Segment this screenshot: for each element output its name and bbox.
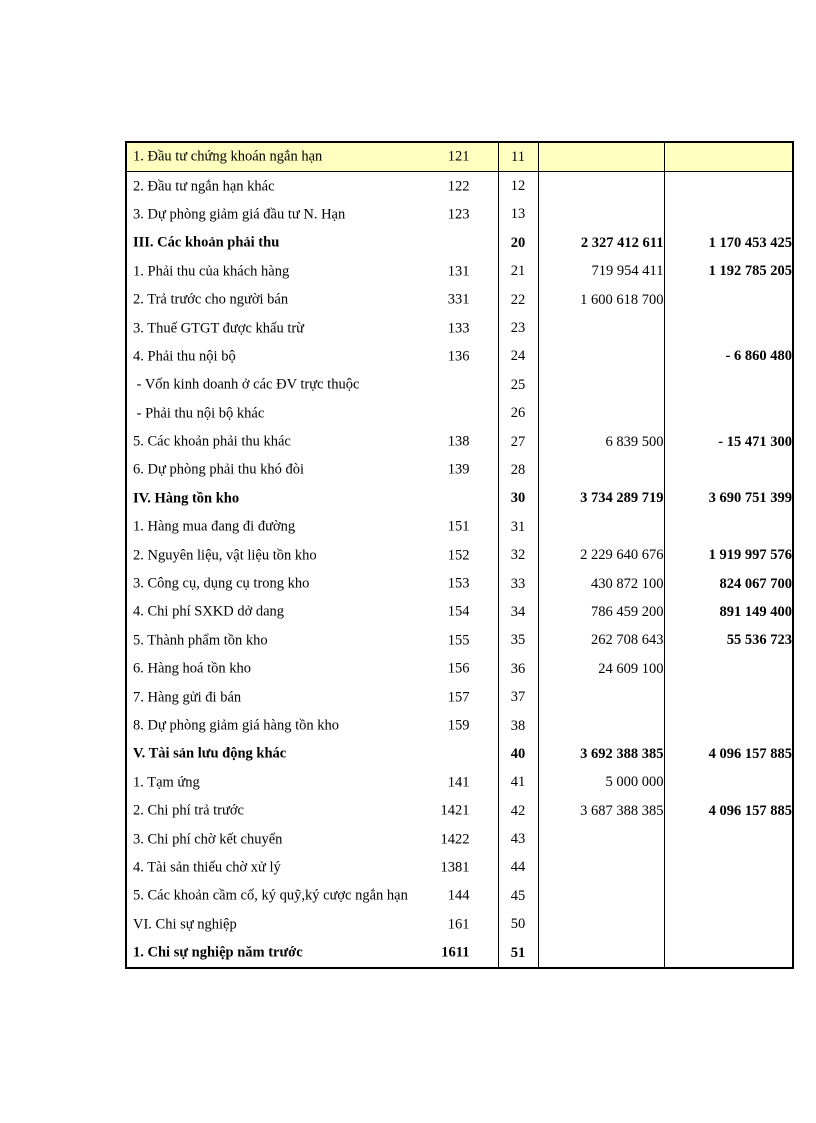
table-row — [126, 142, 793, 172]
row-label-cell — [126, 541, 498, 569]
row-label-cell — [126, 142, 498, 172]
table-row — [126, 286, 793, 314]
row-label-cell — [126, 769, 498, 797]
table-row — [126, 570, 793, 598]
table-row — [126, 627, 793, 655]
row-label-cell — [126, 201, 498, 229]
ending-value-cell — [664, 683, 793, 711]
account-number: 151 — [447, 518, 470, 535]
table-row — [126, 371, 793, 399]
code-cell: 30 — [498, 485, 538, 513]
account-number: 155 — [447, 632, 470, 649]
table-row — [126, 797, 793, 825]
row-label-cell — [126, 882, 498, 910]
code-cell: 22 — [498, 286, 538, 314]
item-name: 1. Đầu tư chứng khoán ngắn hạn — [133, 148, 323, 165]
balance-sheet-body — [126, 142, 793, 968]
beginning-value-cell — [538, 172, 664, 201]
row-label-cell — [126, 428, 498, 456]
ending-value-cell — [664, 314, 793, 342]
beginning-value-cell — [538, 400, 664, 428]
beginning-value-cell — [538, 712, 664, 740]
ending-value-cell: 1 170 453 425 — [708, 234, 792, 251]
item-name: - Vốn kinh doanh ở các ĐV trực thuộc — [133, 376, 360, 393]
table-row — [126, 911, 793, 939]
beginning-value-cell: 5 000 000 — [538, 769, 664, 797]
table-row — [126, 769, 793, 797]
item-name: 6. Hàng hoá tồn kho — [133, 660, 251, 677]
beginning-value-cell — [538, 882, 664, 910]
item-name: 6. Dự phòng phải thu khó đòi — [133, 461, 304, 478]
table-row — [126, 655, 793, 683]
account-number: 122 — [447, 178, 470, 195]
beginning-value-cell — [538, 939, 664, 968]
ending-value-cell — [664, 825, 793, 853]
account-number: 156 — [447, 660, 470, 677]
table-row — [126, 513, 793, 541]
beginning-value-cell — [538, 911, 664, 939]
table-row — [126, 201, 793, 229]
account-number: 154 — [447, 603, 470, 620]
ending-value-cell: - 15 471 300 — [718, 433, 792, 450]
code-cell: 21 — [498, 258, 538, 286]
ending-value-cell — [664, 939, 793, 968]
row-label-cell — [126, 258, 498, 286]
row-label-cell — [126, 513, 498, 541]
account-number: 138 — [447, 433, 470, 450]
ending-value-cell: 55 536 723 — [726, 632, 792, 649]
code-cell: 38 — [498, 712, 538, 740]
row-label-cell — [126, 371, 498, 399]
code-cell: 50 — [498, 911, 538, 939]
table-row — [126, 172, 793, 201]
code-cell: 37 — [498, 683, 538, 711]
beginning-value-cell — [538, 314, 664, 342]
row-label-cell — [126, 343, 498, 371]
ending-value-cell: 1 919 997 576 — [708, 547, 792, 564]
row-label-cell — [126, 598, 498, 626]
table-row — [126, 428, 793, 456]
beginning-value-cell — [538, 201, 664, 229]
beginning-value-cell: 24 609 100 — [538, 655, 664, 683]
ending-value-cell — [664, 911, 793, 939]
table-row — [126, 598, 793, 626]
item-name: 3. Thuế GTGT được khấu trừ — [133, 320, 305, 337]
row-label-cell — [126, 854, 498, 882]
code-cell: 12 — [498, 172, 538, 201]
row-label-cell — [126, 683, 498, 711]
table-row — [126, 400, 793, 428]
code-cell: 45 — [498, 882, 538, 910]
item-name: V. Tài sản lưu động khác — [133, 745, 287, 762]
beginning-value-cell: 719 954 411 — [538, 258, 664, 286]
beginning-value-cell — [538, 456, 664, 484]
ending-value-cell: 4 096 157 885 — [708, 745, 792, 762]
account-number: 133 — [447, 320, 470, 337]
item-name: 1. Phải thu của khách hàng — [133, 263, 290, 280]
account-number: 136 — [447, 348, 470, 365]
row-label-cell — [126, 939, 498, 968]
row-label-cell — [126, 911, 498, 939]
account-number: 1381 — [440, 859, 470, 876]
item-name: 2. Đầu tư ngắn hạn khác — [133, 178, 275, 195]
item-name: 3. Công cụ, dụng cụ trong kho — [133, 575, 310, 592]
beginning-value-cell — [538, 142, 664, 172]
account-number: 1422 — [440, 831, 470, 848]
item-name: 5. Các khoản cầm cố, ký quỹ,ký cược ngắn hạn — [133, 887, 408, 904]
row-label-cell — [126, 797, 498, 825]
code-cell: 51 — [498, 939, 538, 968]
account-number: 331 — [447, 291, 470, 308]
item-name: 1. Tạm ứng — [133, 774, 200, 791]
table-row — [126, 343, 793, 371]
item-name: 8. Dự phòng giảm giá hàng tồn kho — [133, 717, 340, 734]
table-row — [126, 485, 793, 513]
code-cell: 28 — [498, 456, 538, 484]
balance-sheet-table — [125, 141, 794, 969]
code-cell: 40 — [498, 740, 538, 768]
table-row — [126, 854, 793, 882]
table-row — [126, 456, 793, 484]
table-row — [126, 712, 793, 740]
code-cell: 43 — [498, 825, 538, 853]
table-row — [126, 541, 793, 569]
row-label-cell — [126, 712, 498, 740]
row-label-cell — [126, 314, 498, 342]
item-name: 1. Hàng mua đang đi đường — [133, 518, 296, 535]
account-number: 123 — [447, 206, 470, 223]
ending-value-cell — [664, 371, 793, 399]
item-name: 3. Chi phí chờ kết chuyển — [133, 831, 283, 848]
table-row — [126, 825, 793, 853]
code-cell: 27 — [498, 428, 538, 456]
item-name: 2. Trả trước cho người bán — [133, 291, 289, 308]
beginning-value-cell — [538, 854, 664, 882]
row-label-cell — [126, 627, 498, 655]
ending-value-cell: 4 096 157 885 — [708, 802, 792, 819]
item-name: 4. Phải thu nội bộ — [133, 348, 236, 365]
code-cell: 35 — [498, 627, 538, 655]
ending-value-cell — [664, 854, 793, 882]
ending-value-cell: 1 192 785 205 — [708, 263, 792, 280]
row-label-cell — [126, 570, 498, 598]
item-name: III. Các khoản phải thu — [133, 234, 280, 251]
item-name: 2. Chi phí trả trước — [133, 802, 244, 819]
account-number: 157 — [447, 689, 470, 706]
ending-value-cell — [664, 769, 793, 797]
ending-value-cell — [664, 712, 793, 740]
table-row — [126, 939, 793, 968]
ending-value-cell — [664, 655, 793, 683]
code-cell: 25 — [498, 371, 538, 399]
item-name: 7. Hàng gửi đi bán — [133, 689, 242, 706]
item-name: 5. Các khoản phải thu khác — [133, 433, 291, 450]
item-name: VI. Chi sự nghiệp — [133, 916, 237, 933]
account-number: 1611 — [441, 944, 470, 961]
ending-value-cell: 3 690 751 399 — [708, 490, 792, 507]
ending-value-cell — [664, 201, 793, 229]
ending-value-cell — [664, 172, 793, 201]
ending-value-cell — [664, 513, 793, 541]
table-row — [126, 314, 793, 342]
row-label-cell — [126, 456, 498, 484]
ending-value-cell: - 6 860 480 — [725, 348, 792, 365]
account-number: 152 — [447, 547, 470, 564]
table-row — [126, 882, 793, 910]
code-cell: 20 — [498, 229, 538, 257]
ending-value-cell — [664, 456, 793, 484]
code-cell: 13 — [498, 201, 538, 229]
row-label-cell — [126, 172, 498, 201]
item-name: 5. Thành phẩm tồn kho — [133, 632, 268, 649]
code-cell: 24 — [498, 343, 538, 371]
item-name: 1. Chi sự nghiệp năm trước — [133, 944, 303, 961]
code-cell: 44 — [498, 854, 538, 882]
row-label-cell — [126, 825, 498, 853]
item-name: 4. Chi phí SXKD dở dang — [133, 603, 285, 620]
ending-value-cell — [664, 286, 793, 314]
ending-value-cell: 891 149 400 — [719, 603, 792, 620]
account-number: 139 — [447, 461, 470, 478]
ending-value-cell: 824 067 700 — [719, 575, 792, 592]
table-row — [126, 229, 793, 257]
ending-value-cell — [664, 400, 793, 428]
ending-value-cell — [664, 882, 793, 910]
account-number: 141 — [447, 774, 470, 791]
row-label-cell — [126, 400, 498, 428]
row-label-cell — [126, 655, 498, 683]
code-cell: 31 — [498, 513, 538, 541]
code-cell: 41 — [498, 769, 538, 797]
item-name: 3. Dự phòng giảm giá đầu tư N. Hạn — [133, 206, 346, 223]
beginning-value-cell — [538, 343, 664, 371]
row-label-cell — [126, 485, 498, 513]
account-number: 159 — [447, 717, 470, 734]
code-cell: 32 — [498, 541, 538, 569]
code-cell: 42 — [498, 797, 538, 825]
row-label-cell — [126, 286, 498, 314]
beginning-value-cell: 6 839 500 — [538, 428, 664, 456]
account-number: 1421 — [440, 802, 470, 819]
code-cell: 11 — [498, 142, 538, 172]
account-number: 161 — [447, 916, 470, 933]
table-row — [126, 683, 793, 711]
beginning-value-cell: 3 734 289 719 — [538, 485, 664, 513]
beginning-value-cell — [538, 825, 664, 853]
beginning-value-cell: 430 872 100 — [538, 570, 664, 598]
beginning-value-cell: 3 692 388 385 — [538, 740, 664, 768]
code-cell: 33 — [498, 570, 538, 598]
code-cell: 26 — [498, 400, 538, 428]
item-name: 4. Tài sản thiếu chờ xử lý — [133, 859, 281, 876]
code-cell: 23 — [498, 314, 538, 342]
beginning-value-cell — [538, 371, 664, 399]
beginning-value-cell: 3 687 388 385 — [538, 797, 664, 825]
beginning-value-cell — [538, 683, 664, 711]
account-number: 153 — [447, 575, 470, 592]
ending-value-cell — [664, 142, 793, 172]
account-number: 121 — [447, 148, 470, 165]
row-label-cell — [126, 740, 498, 768]
beginning-value-cell: 1 600 618 700 — [538, 286, 664, 314]
account-number: 131 — [447, 263, 470, 280]
beginning-value-cell: 2 229 640 676 — [538, 541, 664, 569]
beginning-value-cell: 2 327 412 611 — [538, 229, 664, 257]
table-row — [126, 740, 793, 768]
item-name: - Phải thu nội bộ khác — [133, 405, 265, 422]
beginning-value-cell: 262 708 643 — [538, 627, 664, 655]
item-name: IV. Hàng tồn kho — [133, 490, 240, 507]
row-label-cell — [126, 229, 498, 257]
beginning-value-cell — [538, 513, 664, 541]
account-number: 144 — [447, 887, 470, 904]
code-cell: 34 — [498, 598, 538, 626]
item-name: 2. Nguyên liệu, vật liệu tồn kho — [133, 547, 317, 564]
beginning-value-cell: 786 459 200 — [538, 598, 664, 626]
code-cell: 36 — [498, 655, 538, 683]
table-row — [126, 258, 793, 286]
